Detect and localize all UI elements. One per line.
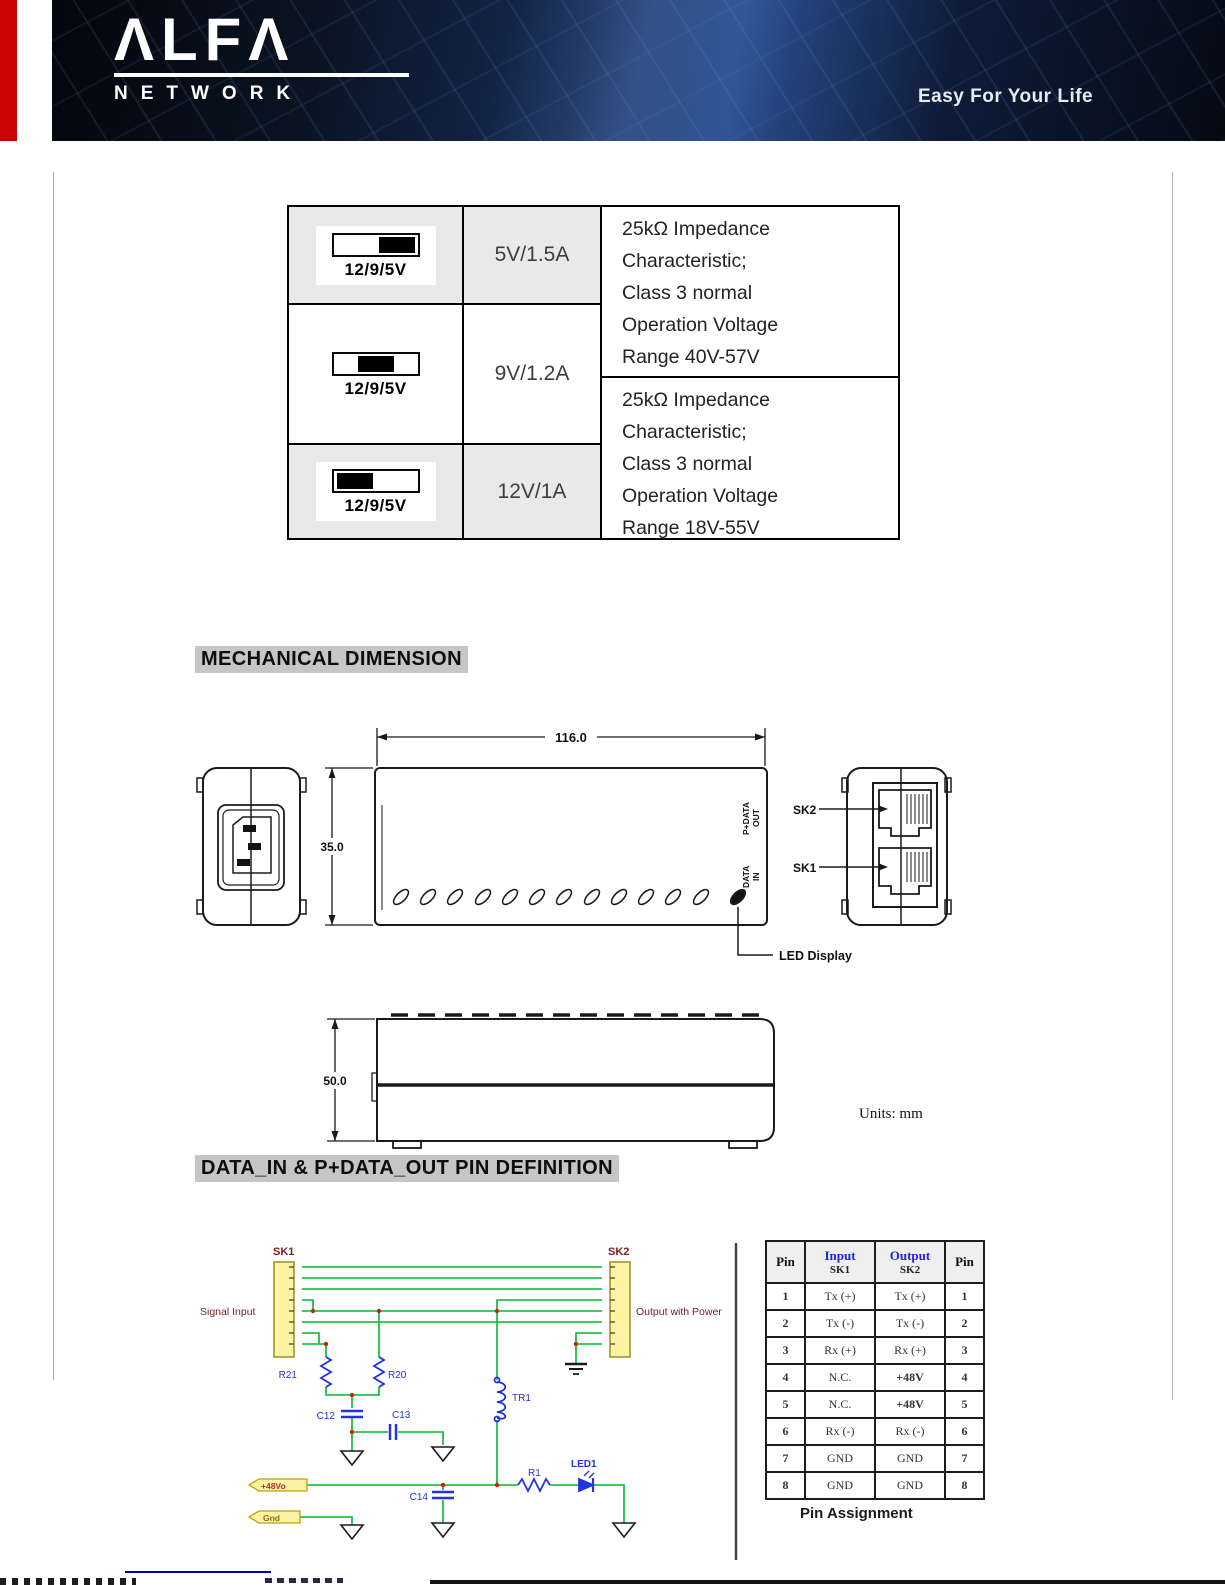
voltage-switch-graphic	[316, 226, 436, 285]
schematic-wires	[300, 1267, 624, 1525]
dim-depth-label: 50.0	[323, 1074, 347, 1088]
schematic-components	[321, 1357, 594, 1498]
c12-label: C12	[316, 1411, 335, 1422]
table-row	[766, 1283, 984, 1310]
note-line: 25kΩ Impedance	[622, 218, 770, 240]
output-signal-gnd: GND	[875, 1472, 945, 1499]
sk1-label: SK1	[793, 861, 817, 875]
net-gnd-label: Gnd	[263, 1513, 280, 1523]
r21-label: R21	[278, 1370, 297, 1381]
header-pin-left: Pin	[766, 1241, 805, 1283]
switch-cell-5v	[289, 207, 464, 303]
inductor-tr1	[497, 1382, 505, 1419]
switch-label: 12/9/5V	[344, 259, 407, 279]
pin-assignment-table	[765, 1240, 985, 1500]
input-signal: Rx (+)	[805, 1337, 875, 1364]
table-row	[766, 1364, 984, 1391]
slide-switch-left	[332, 469, 420, 493]
output-signal: Rx (-)	[875, 1418, 945, 1445]
output-signal: Rx (+)	[875, 1337, 945, 1364]
table-row	[766, 1391, 984, 1418]
led1-label: LED1	[571, 1459, 597, 1470]
output-signal-gnd: GND	[875, 1445, 945, 1472]
switch-knob	[358, 356, 394, 372]
table-row	[766, 1445, 984, 1472]
pin-number: 8	[766, 1472, 805, 1499]
header-input: Input	[824, 1248, 856, 1263]
led-indicator	[728, 887, 747, 906]
poe-schematic	[195, 1235, 740, 1565]
switch-label: 12/9/5V	[344, 378, 407, 398]
rating-cell: 12V/1A	[464, 445, 602, 538]
sk2-connector	[610, 1262, 630, 1357]
sk1-ref: SK1	[273, 1246, 295, 1258]
side-view	[372, 1015, 774, 1148]
input-signal-gnd: GND	[805, 1472, 875, 1499]
note-line: Characteristic;	[622, 421, 747, 443]
junction-dots	[311, 1309, 578, 1487]
table-row	[766, 1310, 984, 1337]
dim-width-label: 116.0	[555, 730, 587, 745]
c13-label: C13	[392, 1410, 411, 1421]
note-line: Class 3 normal	[622, 282, 753, 304]
table-row	[289, 305, 602, 445]
note-line: 25kΩ Impedance	[622, 389, 770, 411]
clipped-footer-text-mid	[265, 1578, 343, 1583]
inlet-pin-slot	[237, 859, 250, 866]
page-border-right	[1172, 172, 1173, 1400]
inlet-pin-slot	[248, 843, 261, 850]
pin-number: 7	[945, 1445, 984, 1472]
led-display-label: LED Display	[779, 949, 852, 963]
r1-label: R1	[528, 1468, 541, 1479]
output-signal-48v: +48V	[875, 1391, 945, 1418]
note-line: Range 18V-55V	[622, 517, 760, 539]
input-signal: N.C.	[805, 1391, 875, 1418]
note-line: Operation Voltage	[622, 485, 779, 507]
logo-underline	[114, 73, 409, 77]
footer-hyperlink-underline	[125, 1571, 271, 1573]
led1-symbol	[579, 1479, 593, 1491]
sk1-connector	[274, 1262, 294, 1357]
pin-number: 3	[766, 1337, 805, 1364]
table-row	[766, 1418, 984, 1445]
sk2-ref: SK2	[608, 1246, 630, 1258]
note-line: Class 3 normal	[622, 453, 753, 475]
header-output-sub: SK2	[899, 1264, 921, 1276]
vent-slots	[391, 887, 711, 907]
ground-symbols	[341, 1364, 635, 1539]
header-input-sk1	[805, 1241, 875, 1283]
port-label-data-in: DATA	[741, 865, 751, 888]
switch-cell-12v	[289, 445, 464, 538]
red-edge-strip	[0, 0, 17, 141]
voltage-table-left-columns	[289, 207, 602, 538]
header-pin-right: Pin	[945, 1241, 984, 1283]
pin-number: 8	[945, 1472, 984, 1499]
port-label-pdata-out-2: OUT	[751, 809, 761, 827]
table-row	[766, 1472, 984, 1499]
pin-number: 5	[945, 1391, 984, 1418]
voltage-switch-table	[287, 205, 900, 540]
inlet-pin-slot	[243, 825, 256, 832]
brand-subtitle: NETWORK	[114, 83, 304, 104]
pin-number: 1	[766, 1283, 805, 1310]
pin-number: 5	[766, 1391, 805, 1418]
rating-cell: 5V/1.5A	[464, 207, 602, 303]
table-header-row	[766, 1241, 984, 1283]
sk2-label: SK2	[793, 803, 817, 817]
c14-label: C14	[409, 1492, 428, 1503]
resistor-r20	[374, 1357, 384, 1387]
switch-label: 12/9/5V	[344, 496, 407, 515]
input-signal-gnd: GND	[805, 1445, 875, 1472]
input-signal: Tx (-)	[805, 1310, 875, 1337]
signal-input-label: Signal Input	[200, 1306, 256, 1318]
r20-label: R20	[388, 1370, 407, 1381]
end-view-rj45	[819, 768, 951, 925]
resistor-r21	[321, 1357, 331, 1387]
impedance-note-48v	[602, 207, 898, 378]
input-signal: Tx (+)	[805, 1283, 875, 1310]
header-input-sub: SK1	[829, 1264, 851, 1276]
brand-wordmark: ΛLFΛ	[114, 6, 296, 73]
top-view	[375, 768, 767, 925]
switch-knob	[337, 473, 373, 489]
slide-switch-middle	[332, 352, 420, 376]
output-signal: Tx (-)	[875, 1310, 945, 1337]
switch-knob	[379, 237, 415, 253]
pin-number: 3	[945, 1337, 984, 1364]
end-view-power-inlet	[197, 768, 306, 925]
output-signal: Tx (+)	[875, 1283, 945, 1310]
pin-number: 6	[945, 1418, 984, 1445]
voltage-switch-graphic	[316, 345, 436, 404]
switch-cell-9v	[289, 305, 464, 443]
pin-number: 1	[945, 1283, 984, 1310]
tr1-label: TR1	[512, 1393, 531, 1404]
units-label: Units: mm	[859, 1106, 923, 1122]
note-line: Range 40V-57V	[622, 346, 760, 368]
port-label-data-in-2: IN	[751, 872, 761, 881]
table-row	[289, 207, 602, 305]
section-heading-pin-definition: DATA_IN & P+DATA_OUT PIN DEFINITION	[195, 1155, 619, 1182]
impedance-note-18v	[602, 378, 898, 538]
pin-number: 7	[766, 1445, 805, 1472]
output-signal-48v: +48V	[875, 1364, 945, 1391]
pin-number: 2	[945, 1310, 984, 1337]
voltage-table-notes	[602, 207, 898, 538]
pin-number: 6	[766, 1418, 805, 1445]
output-with-power-label: Output with Power	[636, 1306, 722, 1318]
resistor-r1	[518, 1479, 550, 1491]
clipped-footer-rule	[430, 1580, 1225, 1584]
note-line: Characteristic;	[622, 250, 747, 272]
table-row	[289, 445, 602, 538]
header-banner	[52, 0, 1225, 141]
pin-number: 4	[945, 1364, 984, 1391]
net-48v-label: +48Vo	[261, 1481, 286, 1491]
voltage-switch-graphic	[316, 462, 436, 521]
pin-assignment-caption: Pin Assignment	[800, 1505, 913, 1522]
page-border-left	[53, 172, 54, 1380]
alfa-logo	[114, 8, 409, 105]
table-row	[766, 1337, 984, 1364]
header-output: Output	[889, 1248, 931, 1263]
port-label-pdata-out: P+DATA	[741, 802, 751, 835]
slide-switch-right	[332, 233, 420, 257]
mechanical-dimension-drawing	[185, 710, 975, 1160]
tagline: Easy For Your Life	[918, 86, 1094, 107]
note-line: Operation Voltage	[622, 314, 779, 336]
pin-number: 2	[766, 1310, 805, 1337]
rating-cell: 9V/1.2A	[464, 305, 602, 443]
input-signal: N.C.	[805, 1364, 875, 1391]
pin-number: 4	[766, 1364, 805, 1391]
dim-height-label: 35.0	[320, 840, 344, 854]
input-signal: Rx (-)	[805, 1418, 875, 1445]
section-heading-mechanical: MECHANICAL DIMENSION	[195, 646, 468, 673]
clipped-footer-text-left	[0, 1578, 136, 1585]
header-output-sk2	[875, 1241, 945, 1283]
